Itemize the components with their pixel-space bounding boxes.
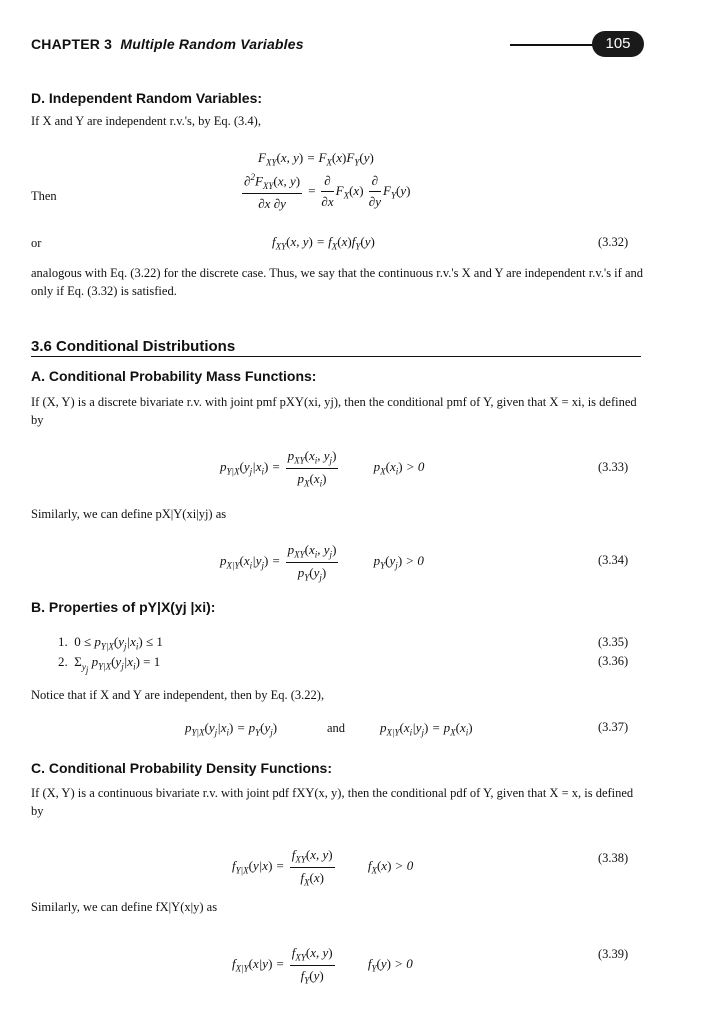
chapter-title: Multiple Random Variables — [120, 36, 304, 52]
heading-independent-rvs: D. Independent Random Variables: — [31, 90, 263, 106]
label-then: Then — [31, 189, 57, 203]
equation-conditional-pdf-x-given-y: $f_{X|Y}(x|y)$ = $\frac{f_{XY}(x, y)}{f_Y(y)}$ $f_Y(y) > 0$ — [232, 945, 413, 986]
paragraph-independent-notice: Notice that if X and Y are independent, then by Eq. (3.22), — [31, 688, 325, 702]
equation-mixed-partial: $\frac{\partial^2F_{XY}(x, y)}{\partial x \partial y}$ = $\frac{\partial}{\partial x}$ $F_X(x)$ $\frac{\partial}{\partial y}$ $F_Y(y)$ — [244, 172, 411, 211]
chapter-header — [31, 36, 304, 52]
header-rule — [510, 44, 600, 46]
paragraph-define-pdf-x-given-y: Similarly, we can define fX|Y(x|y) as — [31, 900, 218, 914]
chapter-label: CHAPTER 3 — [31, 36, 113, 52]
equation-independent-pmf-x: $p_{X|Y}(x_i|y_j) = p_X(x_i)$ — [380, 720, 473, 738]
equation-conditional-pmf-y-given-x: $p_{Y|X}(y_j|x_i)$ = $\frac{p_{XY}(x_i, y_j)}{p_X(x_i)}$ $p_X(x_i) > 0$ — [220, 448, 425, 489]
equation-joint-cdf-product: $F_{XY}(x$, $y) = F_X(x)F_Y(y)$ — [258, 150, 374, 168]
equation-number-3-34: (3.34) — [598, 553, 629, 567]
paragraph-independence-condition: analogous with Eq. (3.22) for the discrete case. Thus, we say that the continuous r.v.'s X and Y are independent r.v.'s if and only if Eq. (3.32) is satisfied. — [31, 266, 643, 298]
heading-pmf-properties: B. Properties of pY|X(yj |xi): — [31, 599, 216, 615]
section-title-conditional-distributions: 3.6 Conditional Distributions — [31, 338, 236, 355]
equation-number-3-39: (3.39) — [598, 947, 629, 961]
equation-independent-pmf-y: $p_{Y|X}(y_j|x_i) = p_Y(y_j)$ — [185, 720, 278, 738]
equation-number-3-32: (3.32) — [598, 235, 629, 249]
equation-number-3-33: (3.33) — [598, 460, 629, 474]
label-and: and — [327, 721, 346, 735]
equation-number-3-37: (3.37) — [598, 720, 629, 734]
paragraph-define-pmf-x-given-y: Similarly, we can define pX|Y(xi|yj) as — [31, 507, 227, 521]
equation-number-3-36: (3.36) — [598, 654, 629, 668]
equation-conditional-pdf-y-given-x: $f_{Y|X}(y|x)$ = $\frac{f_{XY}(x, y)}{f_X(x)}$ $f_X(x) > 0$ — [232, 847, 414, 888]
paragraph-independent-intro: If X and Y are independent r.v.'s, by Eq. (3.4), — [31, 114, 261, 128]
equation-property-sum: 2. $\Sigma_{y_j}$ $p_{Y|X}(y_j|x_i) = 1$ — [58, 654, 161, 675]
equation-number-3-38: (3.38) — [598, 851, 629, 865]
equation-property-bounds: 1. $0 \le p_{Y|X}(y_j|x_i) \le 1$ — [58, 634, 163, 652]
paragraph-conditional-pmf-intro: If (X, Y) is a discrete bivariate r.v. with joint pmf pXY(xi, yj), then the conditional pmf of Y, given that X = xi, is defined by — [31, 395, 637, 427]
paragraph-conditional-pdf-intro: If (X, Y) is a continuous bivariate r.v. with joint pdf fXY(x, y), then the conditional pdf of Y, given that X = x, is defined by — [31, 786, 634, 818]
equation-number-3-35: (3.35) — [598, 635, 629, 649]
equation-conditional-pmf-x-given-y: $p_{X|Y}(x_i|y_j)$ = $\frac{p_{XY}(x_i, y_j)}{p_Y(y_j)}$ $p_Y(y_j) > 0$ — [220, 542, 424, 583]
page-number: 105 — [592, 31, 644, 57]
equation-joint-pdf-product: $f_{XY}(x$, $y) = f_X(x)f_Y(y)$ — [272, 234, 375, 252]
heading-conditional-pmf: A. Conditional Probability Mass Functions: — [31, 368, 317, 384]
heading-conditional-pdf: C. Conditional Probability Density Functions: — [31, 760, 333, 776]
section-rule — [31, 356, 641, 357]
label-or: or — [31, 236, 42, 250]
